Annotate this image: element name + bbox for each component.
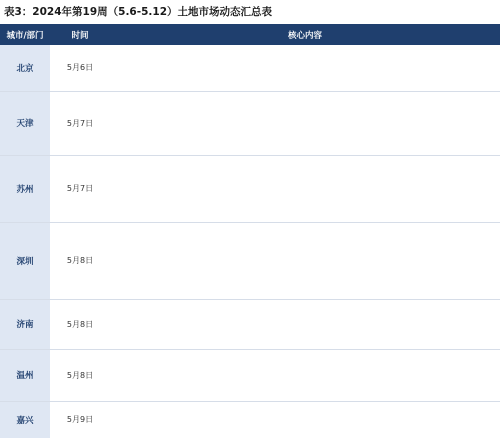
content-cell [110, 401, 500, 438]
table-row [0, 91, 500, 155]
table-title: 表3：2024年第19周（5.6-5.12）土地市场动态汇总表 [4, 6, 273, 18]
content-cell [110, 155, 500, 222]
city-cell: 苏州 [0, 155, 50, 222]
table-row [0, 349, 500, 401]
city-cell: 济南 [0, 299, 50, 349]
date-cell: 5月7日 [50, 91, 110, 155]
content-cell [110, 349, 500, 401]
city-cell: 北京 [0, 45, 50, 91]
content-cell [110, 222, 500, 299]
date-cell: 5月6日 [50, 45, 110, 91]
header-content: 核心内容 [110, 24, 500, 45]
table-row [0, 401, 500, 438]
content-cell [110, 45, 500, 91]
content-cell [110, 91, 500, 155]
date-cell: 5月8日 [50, 349, 110, 401]
date-cell: 5月7日 [50, 155, 110, 222]
table-body [0, 45, 500, 438]
header-time: 时间 [50, 24, 110, 45]
date-cell: 5月8日 [50, 299, 110, 349]
city-cell: 深圳 [0, 222, 50, 299]
city-cell: 天津 [0, 91, 50, 155]
table-row [0, 299, 500, 349]
table-row [0, 222, 500, 299]
city-cell: 温州 [0, 349, 50, 401]
land-market-table [0, 24, 500, 438]
header-city: 城市/部门 [0, 24, 50, 45]
content-cell [110, 299, 500, 349]
table-header [0, 24, 500, 45]
date-cell: 5月9日 [50, 401, 110, 438]
table-row [0, 45, 500, 91]
table-row [0, 155, 500, 222]
date-cell: 5月8日 [50, 222, 110, 299]
city-cell: 嘉兴 [0, 401, 50, 438]
header-row [0, 24, 500, 45]
